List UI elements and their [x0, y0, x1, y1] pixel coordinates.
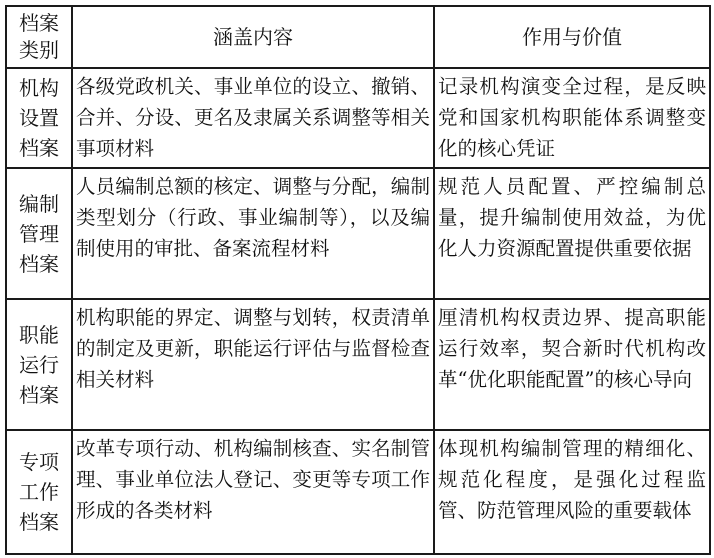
table-row [6, 430, 710, 554]
header-content-cell: 涵盖内容 [72, 6, 434, 68]
value-cell: 规范人员配置、严控编制总量，提升编制使用效益，为优化人力资源配置提供重要依据 [434, 168, 710, 299]
header-category-cell [6, 6, 72, 68]
value-cell: 记录机构演变全过程，是反映党和国家机构职能体系调整变化的核心凭证 [434, 68, 710, 168]
category-cell [6, 68, 72, 168]
header-category-line-1: 档案 [19, 11, 59, 35]
table-row [6, 68, 710, 168]
header-value-cell: 作用与价值 [434, 6, 710, 68]
category-line: 编制 [19, 191, 59, 216]
category-line: 运行 [19, 352, 59, 377]
category-cell [6, 168, 72, 299]
category-line: 管理 [19, 221, 59, 246]
category-line: 工作 [19, 480, 59, 504]
content-cell: 各级党政机关、事业单位的设立、撤销、合并、分设、更名及隶属关系调整等相关事项材料 [72, 68, 434, 168]
category-line: 专项 [19, 450, 59, 474]
value-cell: 厘清机构权责边界、提高职能运行效率，契合新时代机构改革“优化职能配置”的核心导向 [434, 299, 710, 430]
category-line: 档案 [19, 382, 59, 407]
category-line: 档案 [19, 251, 59, 276]
category-cell [6, 299, 72, 430]
table-row [6, 299, 710, 430]
content-cell: 人员编制总额的核定、调整与分配，编制类型划分（行政、事业编制等），以及编制使用的审批、备案流程材料 [72, 168, 434, 299]
archive-classification-table [5, 5, 711, 555]
category-line: 档案 [19, 136, 59, 160]
content-cell: 改革专项行动、机构编制核查、实名制管理、事业单位法人登记、变更等专项工作形成的各类材料 [72, 430, 434, 554]
category-line: 档案 [19, 510, 59, 534]
value-cell: 体现机构编制管理的精细化、规范化程度，是强化过程监管、防范管理风险的重要载体 [434, 430, 710, 554]
table-row [6, 168, 710, 299]
header-row [6, 6, 710, 68]
category-line: 职能 [19, 322, 59, 347]
category-cell [6, 430, 72, 554]
content-cell: 机构职能的界定、调整与划转，权责清单的制定及更新，职能运行评估与监督检查相关材料 [72, 299, 434, 430]
category-line: 机构 [19, 76, 59, 100]
header-category-line-2: 类别 [19, 38, 59, 62]
category-line: 设置 [19, 106, 59, 130]
